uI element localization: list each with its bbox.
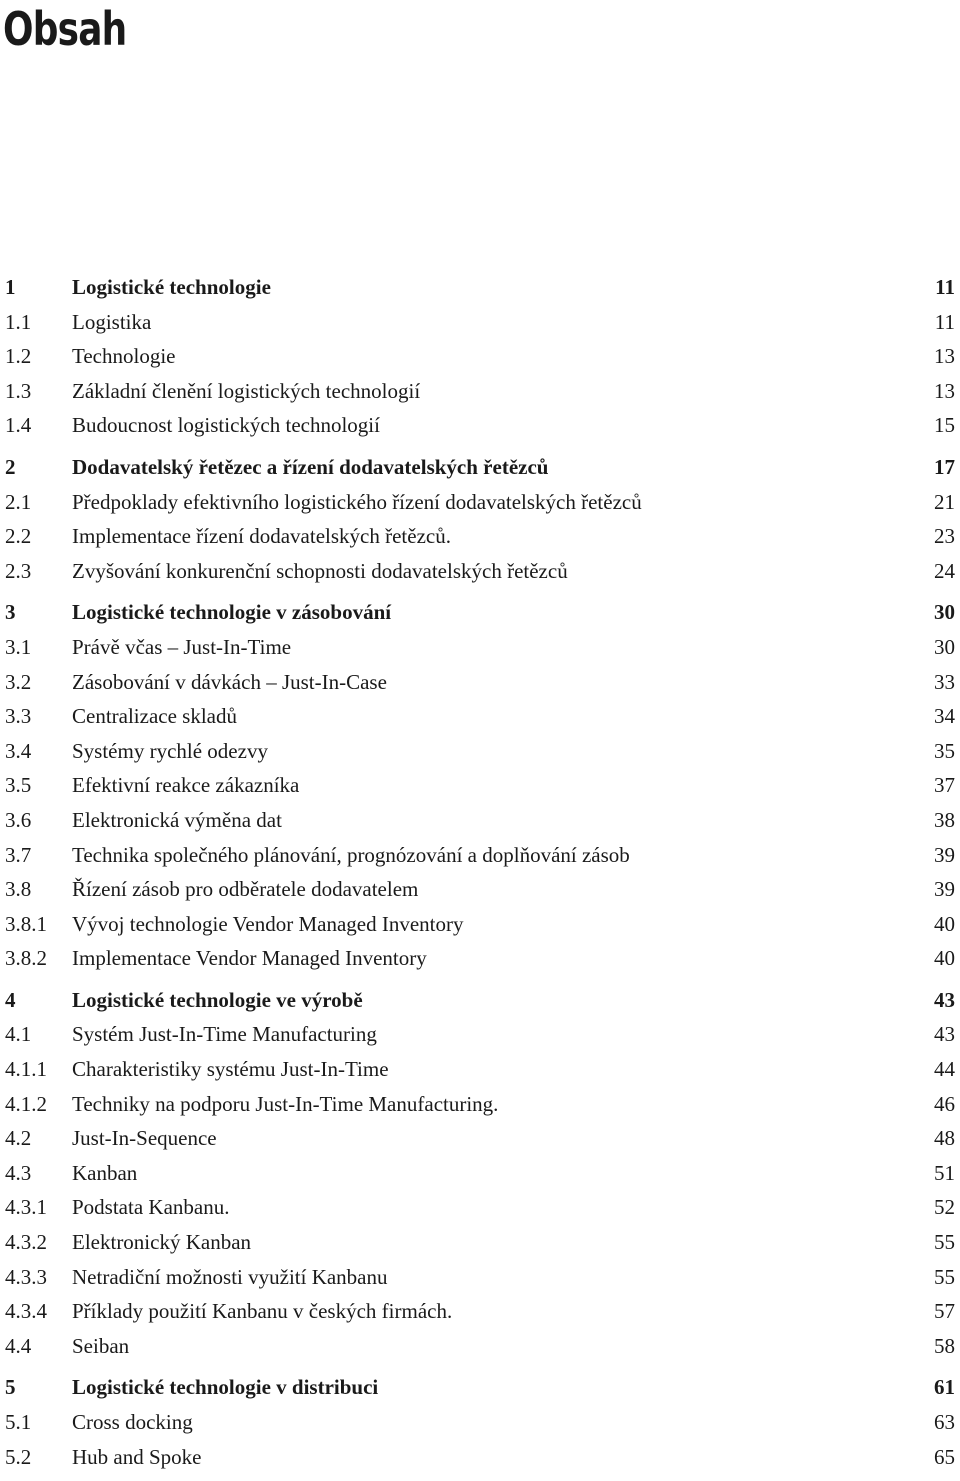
toc-chapter-entry[interactable] [5,985,955,1020]
toc-section-entry[interactable] [5,307,955,342]
toc-section-entry[interactable] [5,1123,955,1158]
toc-chapter-entry[interactable] [5,597,955,632]
toc-entry-page: 55 [934,1230,955,1255]
toc-entry-title: Netradiční možnosti využití Kanbanu [72,1265,394,1289]
toc-section-entry[interactable] [5,376,955,411]
toc-section-entry[interactable] [5,909,955,944]
toc-entry-title: Elektronická výměna dat [72,808,288,832]
toc-chapter-entry[interactable] [5,452,955,487]
toc-entry-title: Příklady použití Kanbanu v českých firmách. [72,1299,458,1323]
toc-entry-page: 21 [934,489,955,514]
toc-entry-title: Charakteristiky systému Just-In-Time [72,1057,395,1081]
toc-entry-page: 61 [934,1375,955,1400]
toc-section-entry[interactable] [5,874,955,909]
toc-entry-page: 11 [934,309,955,334]
toc-entry-page: 24 [934,558,955,583]
toc-entry-page: 51 [934,1160,955,1185]
toc-entry-title: Seiban [72,1334,135,1358]
toc-entry-page: 39 [934,842,955,867]
toc-entry-number: 1 [5,275,20,299]
toc-entry-title: Logistické technologie v distribuci [72,1375,384,1399]
toc-entry-title: Zásobování v dávkách – Just-In-Case [72,670,393,694]
dot-leader [72,310,927,314]
toc-entry-number: 4.3.1 [5,1195,51,1219]
toc-entry-page: 58 [934,1333,955,1358]
page-title: Obsah [3,2,127,56]
toc-section-entry[interactable] [5,1442,955,1477]
dot-leader [72,1410,927,1414]
toc-entry-page: 33 [934,669,955,694]
toc-entry-title: Podstata Kanbanu. [72,1195,235,1219]
toc-entry-number: 1.2 [5,344,35,368]
toc-entry-number: 3.8.1 [5,912,51,936]
toc-entry-title: Právě včas – Just-In-Time [72,635,297,659]
toc-entry-number: 3.2 [5,670,35,694]
toc-entry-page: 38 [934,807,955,832]
toc-entry-title: Just-In-Sequence [72,1126,223,1150]
toc-entry-title: Systémy rychlé odezvy [72,739,274,763]
toc-entry-title: Dodavatelský řetězec a řízení dodavatelských řetězců [72,455,554,479]
toc-entry-title: Předpoklady efektivního logistického řízení dodavatelských řetězců [72,490,648,514]
toc-entry-title: Zvyšování konkurenční schopnosti dodavatelských řetězců [72,559,574,583]
toc-entry-number: 4.2 [5,1126,35,1150]
toc-entry-title: Implementace Vendor Managed Inventory [72,946,433,970]
toc-section-entry[interactable] [5,1019,955,1054]
toc-entry-number: 4.1.1 [5,1057,51,1081]
toc-entry-number: 3.7 [5,843,35,867]
toc-entry-number: 1.3 [5,379,35,403]
toc-section-entry[interactable] [5,667,955,702]
toc-entry-page: 44 [934,1057,955,1082]
toc-section-entry[interactable] [5,770,955,805]
toc-section-entry[interactable] [5,632,955,667]
toc-entry-title: Logistické technologie [72,275,277,299]
toc-entry-number: 3.8.2 [5,946,51,970]
toc-entry-number: 3.5 [5,773,35,797]
toc-entry-title: Systém Just-In-Time Manufacturing [72,1022,383,1046]
toc-entry-page: 43 [934,987,955,1012]
dot-leader [72,1334,927,1338]
toc-entry-page: 39 [934,877,955,902]
toc-entry-page: 13 [934,378,955,403]
toc-entry-title: Techniky na podporu Just-In-Time Manufacturing. [72,1092,504,1116]
toc-entry-number: 4.3 [5,1161,35,1185]
toc-entry-page: 17 [934,454,955,479]
toc-section-entry[interactable] [5,341,955,376]
toc-entry-page: 34 [934,704,955,729]
toc-entry-page: 37 [934,773,955,798]
toc-section-entry[interactable] [5,1331,955,1366]
toc-entry-number: 2.3 [5,559,35,583]
toc-entry-page: 65 [934,1444,955,1469]
toc-section-entry[interactable] [5,1227,955,1262]
toc-entry-page: 63 [934,1410,955,1434]
toc-section-entry[interactable] [5,1192,955,1227]
toc-entry-page: 43 [934,1022,955,1047]
toc-entry-number: 4.4 [5,1334,35,1358]
toc-entry-title: Logistické technologie v zásobování [72,600,397,624]
toc-section-entry[interactable] [5,1089,955,1124]
toc-entry-number: 4.1 [5,1022,35,1046]
toc-entry-page: 23 [934,524,955,549]
toc-entry-title: Řízení zásob pro odběratele dodavatelem [72,877,424,901]
toc-entry-number: 4 [5,988,20,1012]
toc-section-entry[interactable] [5,1407,955,1442]
toc-section-entry[interactable] [5,487,955,522]
toc-entry-title: Vývoj technologie Vendor Managed Inventory [72,912,470,936]
toc-entry-page: 30 [934,634,955,659]
toc-entry-number: 3.8 [5,877,35,901]
toc-entry-number: 4.1.2 [5,1092,51,1116]
toc-entry-title: Elektronický Kanban [72,1230,257,1254]
toc-entry-number: 3.1 [5,635,35,659]
toc-entry-page: 13 [934,344,955,369]
toc-entry-number: 3.6 [5,808,35,832]
toc-chapter-entry[interactable] [5,272,955,307]
toc-section-entry[interactable] [5,805,955,840]
toc-entry-page: 35 [934,738,955,763]
toc-section-entry[interactable] [5,736,955,771]
toc-section-entry[interactable] [5,1262,955,1297]
toc-entry-number: 3 [5,600,20,624]
toc-entry-number: 4.3.4 [5,1299,51,1323]
toc-entry-page: 57 [934,1299,955,1324]
toc-entry-title: Technologie [72,344,182,368]
toc-section-entry[interactable] [5,1054,955,1089]
dot-leader [72,344,927,348]
toc-entry-title: Základní členění logistických technologií [72,379,426,403]
toc-entry-number: 1.1 [5,310,35,334]
toc-section-entry[interactable] [5,1158,955,1193]
toc-section-entry[interactable] [5,556,955,591]
toc-entry-title: Kanban [72,1161,143,1185]
toc-entry-number: 5.1 [5,1410,35,1434]
toc-entry-number: 1.4 [5,413,35,437]
toc-entry-page: 46 [934,1091,955,1116]
toc-entry-number: 4.3.2 [5,1230,51,1254]
toc-section-entry[interactable] [5,840,955,875]
toc-entry-page: 15 [934,413,955,438]
table-of-contents [5,272,955,1476]
toc-entry-page: 11 [935,275,955,299]
toc-entry-page: 55 [934,1264,955,1289]
toc-entry-title: Logistické technologie ve výrobě [72,988,369,1012]
toc-chapter-entry[interactable] [5,1372,955,1407]
toc-entry-number: 2.2 [5,524,35,548]
toc-entry-title: Efektivní reakce zákazníka [72,773,305,797]
toc-entry-page: 40 [934,946,955,971]
toc-entry-number: 5 [5,1375,20,1399]
toc-entry-title: Implementace řízení dodavatelských řetězců. [72,524,457,548]
toc-section-entry[interactable] [5,410,955,445]
toc-entry-page: 52 [934,1195,955,1220]
toc-entry-page: 30 [934,600,955,625]
toc-entry-title: Centralizace skladů [72,704,243,728]
toc-entry-title: Hub and Spoke [72,1445,208,1469]
toc-entry-page: 48 [934,1126,955,1151]
toc-section-entry[interactable] [5,701,955,736]
dot-leader [72,1161,927,1165]
toc-entry-number: 5.2 [5,1445,35,1469]
toc-entry-number: 2 [5,455,20,479]
toc-section-entry[interactable] [5,1296,955,1331]
toc-entry-page: 40 [934,911,955,936]
toc-entry-title: Budoucnost logistických technologií [72,413,386,437]
toc-entry-number: 3.3 [5,704,35,728]
toc-entry-number: 2.1 [5,490,35,514]
toc-section-entry[interactable] [5,521,955,556]
toc-entry-title: Logistika [72,310,157,334]
toc-entry-number: 3.4 [5,739,35,763]
toc-entry-title: Technika společného plánování, prognózování a doplňování zásob [72,843,636,867]
toc-entry-title: Cross docking [72,1410,199,1434]
toc-section-entry[interactable] [5,943,955,978]
toc-entry-number: 4.3.3 [5,1265,51,1289]
